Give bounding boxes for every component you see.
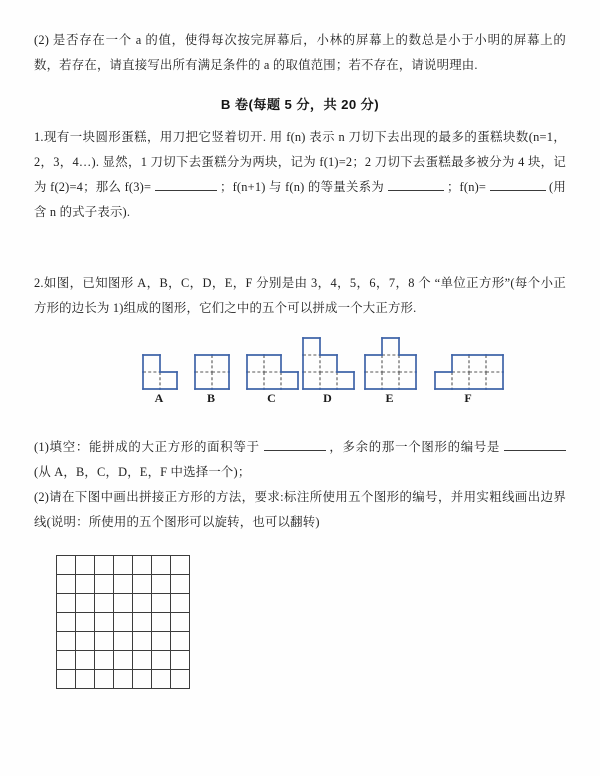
answer-grid-cell[interactable] xyxy=(133,632,152,651)
answer-grid-cell[interactable] xyxy=(95,651,114,670)
answer-grid-cell[interactable] xyxy=(95,575,114,594)
polyomino-figure-d xyxy=(302,337,353,404)
answer-grid-cell[interactable] xyxy=(114,594,133,613)
answer-grid-cell[interactable] xyxy=(152,575,171,594)
answer-grid-wrapper xyxy=(56,555,566,689)
answer-grid-cell[interactable] xyxy=(152,670,171,689)
answer-grid-cell[interactable] xyxy=(133,575,152,594)
answer-blank-f3[interactable] xyxy=(155,190,217,191)
answer-grid-cell[interactable] xyxy=(114,632,133,651)
polyomino-label-b: B xyxy=(206,391,215,405)
answer-blank-area[interactable] xyxy=(264,450,326,451)
polyomino-shape-f xyxy=(434,354,504,390)
document-content xyxy=(34,28,566,689)
answer-grid-cell[interactable] xyxy=(95,556,114,575)
answer-grid-cell[interactable] xyxy=(57,613,76,632)
answer-grid-cell[interactable] xyxy=(76,651,95,670)
answer-grid-cell[interactable] xyxy=(171,670,190,689)
answer-grid-cell[interactable] xyxy=(114,651,133,670)
answer-grid-cell[interactable] xyxy=(114,613,133,632)
answer-grid-cell[interactable] xyxy=(95,613,114,632)
answer-grid-cell[interactable] xyxy=(171,651,190,670)
answer-grid-cell[interactable] xyxy=(133,670,152,689)
polyomino-figure-b xyxy=(194,354,228,404)
polyomino-label-c: C xyxy=(267,391,276,405)
polyomino-label-d: D xyxy=(323,391,332,405)
answer-grid-cell[interactable] xyxy=(57,575,76,594)
answer-grid-cell[interactable] xyxy=(95,632,114,651)
sub-1-text-a: (1)填空：能拼成的大正方形的面积等于 xyxy=(34,440,260,454)
question-2-sub-1 xyxy=(34,435,566,485)
intro-question-paragraph: (2) 是否存在一个 a 的值，使得每次按完屏幕后，小林的屏幕上的数总是小于小明的屏幕上的数，若存在，请直接写出所有满足条件的 a 的取值范围；若不存在，请说明理由. xyxy=(34,33,566,72)
answer-grid-cell[interactable] xyxy=(57,594,76,613)
question-2-sub-2-paragraph: (2)请在下图中画出拼接正方形的方法，要求:标注所使用五个图形的编号，并用实粗线画出边界线(说明：所使用的五个图形可以旋转，也可以翻转) xyxy=(34,490,566,529)
answer-grid-row xyxy=(57,556,190,575)
answer-grid-cell[interactable] xyxy=(152,594,171,613)
polyomino-figures-row xyxy=(34,339,566,421)
answer-grid-cell[interactable] xyxy=(152,651,171,670)
polyomino-figure-f xyxy=(434,354,502,404)
polyomino-figure-a xyxy=(142,354,176,404)
polyomino-label-a: A xyxy=(154,391,164,405)
answer-grid[interactable] xyxy=(56,555,190,689)
question-1-text-c: ；f(n)= xyxy=(446,180,487,194)
answer-grid-cell[interactable] xyxy=(133,613,152,632)
answer-blank-relation[interactable] xyxy=(388,190,444,191)
question-2-stem: 2.如图，已知图形 A，B，C，D，E，F 分别是由 3，4，5，6，7，8 个 “单位正方形”(每个小正方形的边长为 1)组成的图形，它们之中的五个可以拼成一个大正方形. xyxy=(34,276,566,315)
polyomino-shape-a xyxy=(142,354,178,390)
answer-grid-cell[interactable] xyxy=(171,632,190,651)
polyomino-figure-e xyxy=(364,337,415,404)
answer-grid-cell[interactable] xyxy=(57,556,76,575)
question-1-text-a: 1.现有一块圆形蛋糕，用刀把它竖着切开. 用 f(n) 表示 n 刀切下去出现的最多的蛋糕块数(n=1，2，3，4…). 显然，1 刀切下去蛋糕分为两块，记为 f(1)=2；2 刀切下去蛋糕最多被分为 4 块，记为 f(2)=4；那么 f(3)= xyxy=(34,130,566,194)
answer-grid-cell[interactable] xyxy=(114,575,133,594)
answer-grid-cell[interactable] xyxy=(76,556,95,575)
answer-grid-row xyxy=(57,632,190,651)
answer-grid-cell[interactable] xyxy=(171,613,190,632)
answer-grid-cell[interactable] xyxy=(114,556,133,575)
answer-grid-cell[interactable] xyxy=(57,632,76,651)
polyomino-figure-c xyxy=(246,354,297,404)
answer-grid-cell[interactable] xyxy=(152,556,171,575)
sub-1-text-b: ，多余的那一个图形的编号是 xyxy=(329,440,501,454)
polyomino-label-e: E xyxy=(385,391,394,405)
answer-grid-row xyxy=(57,575,190,594)
polyomino-shape-e xyxy=(364,337,417,390)
answer-grid-cell[interactable] xyxy=(171,556,190,575)
answer-grid-cell[interactable] xyxy=(133,651,152,670)
answer-grid-cell[interactable] xyxy=(171,575,190,594)
answer-blank-fn[interactable] xyxy=(490,190,546,191)
answer-grid-cell[interactable] xyxy=(76,670,95,689)
question-1-text-d: (用含 n 的式子表示). xyxy=(34,180,566,219)
sub-1-text-c: (从 A，B，C，D，E，F 中选择一个)； xyxy=(34,465,251,479)
answer-grid-cell[interactable] xyxy=(114,670,133,689)
answer-grid-cell[interactable] xyxy=(95,594,114,613)
answer-grid-row xyxy=(57,613,190,632)
polyomino-shape-d xyxy=(302,337,355,390)
answer-grid-row xyxy=(57,651,190,670)
polyomino-label-f: F xyxy=(464,391,472,405)
polyomino-shape-b xyxy=(194,354,230,390)
question-1-paragraph xyxy=(34,125,566,225)
answer-grid-cell[interactable] xyxy=(152,632,171,651)
answer-grid-cell[interactable] xyxy=(152,613,171,632)
section-title: B 卷(每题 5 分，共 20 分) xyxy=(220,97,380,112)
question-2-block xyxy=(34,271,566,689)
answer-grid-cell[interactable] xyxy=(133,556,152,575)
answer-grid-cell[interactable] xyxy=(133,594,152,613)
answer-grid-cell[interactable] xyxy=(95,670,114,689)
answer-grid-cell[interactable] xyxy=(76,632,95,651)
answer-grid-cell[interactable] xyxy=(57,670,76,689)
polyomino-shape-c xyxy=(246,354,299,390)
question-1-block xyxy=(34,125,566,225)
answer-blank-extra-figure[interactable] xyxy=(504,450,566,451)
answer-grid-cell[interactable] xyxy=(57,651,76,670)
question-2-sub-1-paragraph xyxy=(34,435,566,485)
question-1-text-b: ；f(n+1) 与 f(n) 的等量关系为 xyxy=(220,180,385,194)
answer-grid-row xyxy=(57,594,190,613)
answer-grid-cell[interactable] xyxy=(76,613,95,632)
answer-grid-cell[interactable] xyxy=(171,594,190,613)
answer-grid-cell[interactable] xyxy=(76,594,95,613)
answer-grid-cell[interactable] xyxy=(76,575,95,594)
answer-grid-row xyxy=(57,670,190,689)
